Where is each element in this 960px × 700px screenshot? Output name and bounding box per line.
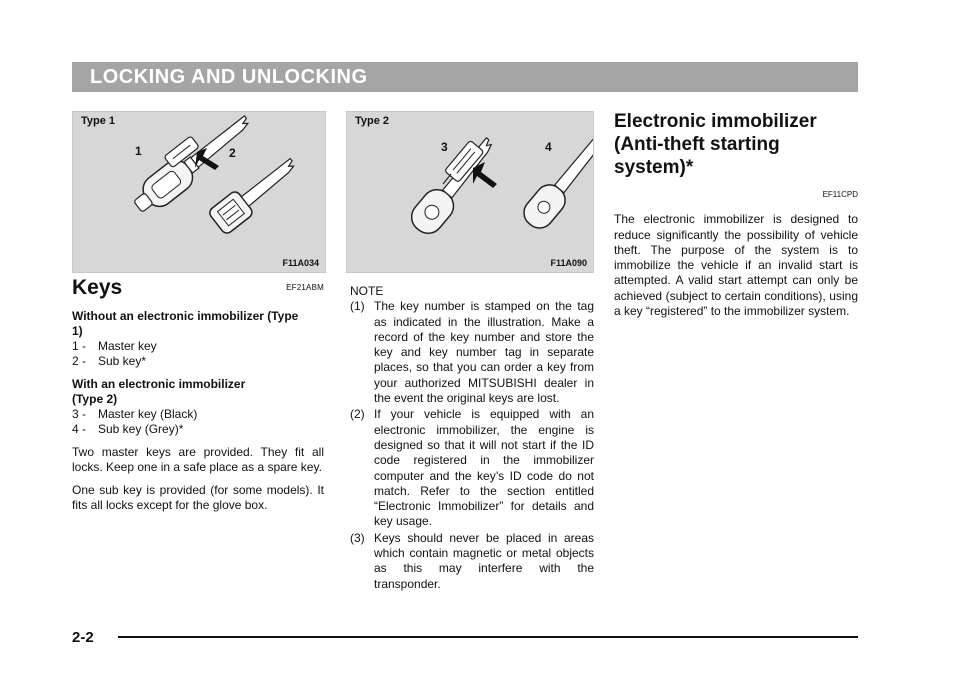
figure-type-label: Type 1 — [81, 115, 116, 127]
with-immobilizer-heading: With an electronic immobilizer (Type 2) — [72, 377, 246, 406]
note-section — [350, 284, 594, 593]
immobilizer-section — [614, 110, 858, 319]
immobilizer-paragraph: The electronic immobilizer is designed to reduce significantly the possibility of vehicle theft. The purpose of the system is to immobilize the vehicle if an invalid start is attempted. A valid start attempt can only be achieved (subject to certain conditions), using a key “registered” to the immobilizer system. — [614, 212, 858, 319]
callout-4: 4 — [545, 140, 552, 154]
note-title: NOTE — [350, 284, 384, 298]
sub-key-drawing — [207, 151, 303, 235]
type2-keys-illustration — [347, 112, 593, 272]
without-immobilizer-heading: Without an electronic immobilizer (Type 1) — [72, 309, 299, 338]
footer-rule — [118, 636, 858, 638]
keys-heading: Keys — [72, 276, 123, 299]
page-number: 2-2 — [72, 629, 94, 646]
type1-keys-illustration — [73, 112, 325, 272]
section-header-bar — [72, 62, 858, 92]
note-item: (2) If your vehicle is equipped with an electronic immobilizer, the engine is designed so that it will not start if the ID code registered in the immobilizer computer and the key’s ID code do not match. Refer to the section entitled “Electronic Immobilizer” for details and key usage. — [350, 407, 594, 529]
callout-3: 3 — [441, 140, 448, 154]
sub-key-grey-drawing — [518, 132, 593, 234]
list-item: 4 - Sub key (Grey)* — [72, 422, 184, 436]
list-item: 1 - Master key — [72, 339, 157, 353]
figure-type1-keys — [72, 111, 326, 273]
figure-type-label: Type 2 — [355, 115, 390, 127]
callout-2: 2 — [229, 146, 236, 160]
master-keys-paragraph: Two master keys are provided. They fit all locks. Keep one in a safe place as a spare key. — [72, 445, 324, 474]
figure-code: F11A034 — [282, 258, 319, 268]
figure-code: F11A090 — [550, 258, 587, 268]
immobilizer-heading-line2: (Anti-theft starting system)* — [614, 134, 780, 178]
list-item: 3 - Master key (Black) — [72, 407, 198, 421]
immobilizer-ref-code: EF11CPD — [822, 190, 858, 199]
keys-section — [72, 276, 324, 513]
immobilizer-heading-line1: Electronic immobilizer — [614, 111, 817, 132]
note-item: (3) Keys should never be placed in areas which contain magnetic or metal objects as this may interfere with the transponder. — [350, 530, 594, 591]
note-item: (1) The key number is stamped on the tag as indicated in the illustration. Make a record of the key number and store the key and key number tag in separate places, so that you can order a key from your authorized MITSUBISHI dealer in the event the original keys are lost. — [350, 299, 594, 406]
section-title: LOCKING AND UNLOCKING — [90, 66, 368, 88]
callout-1: 1 — [135, 144, 142, 158]
sub-key-paragraph: One sub key is provided (for some models). It fits all locks except for the glove box. — [72, 483, 324, 512]
list-item: 2 - Sub key* — [72, 354, 147, 368]
keys-ref-code: EF21ABM — [286, 283, 324, 292]
figure-type2-keys — [346, 111, 594, 273]
master-key-black-drawing — [406, 131, 504, 239]
